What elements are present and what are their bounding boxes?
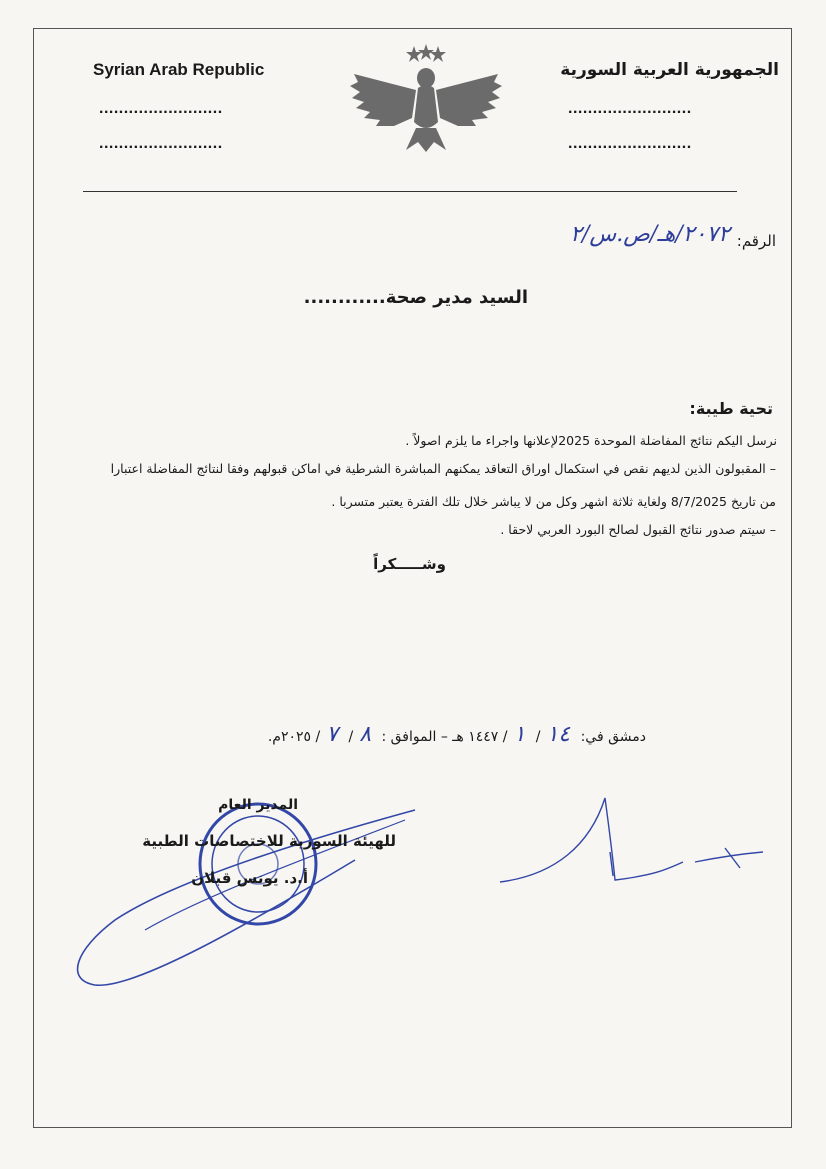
header-right-line-2: ......................... [568,135,692,152]
greg-month-handwritten: ٧ [326,722,339,747]
thanks-closing: وشـــــكراً [373,555,446,573]
greg-day-handwritten: ٨ [359,722,372,747]
header-english-country: Syrian Arab Republic [93,60,265,79]
hijri-year: ١٤٤٧ هـ – الموافق : [381,729,499,745]
header-arabic-country: الجمهورية العربية السورية [560,60,779,80]
reference-number-handwritten: ٢٠٧٢/هـ/ص.س/٢ [570,222,730,247]
eagle-emblem-icon [346,42,506,154]
hijri-month-handwritten: ١ [513,722,526,747]
list-item-2: – سيتم صدور نتائج القبول لصالح البورد العربي لاحقا . [500,522,776,537]
header-divider [83,191,737,192]
signature-organization: للهيئة السورية للاختصاصات الطبية [142,832,396,850]
header-right-line-1: ......................... [568,100,692,117]
hijri-day-handwritten: ١٤ [546,722,571,747]
body-paragraph: نرسل اليكم نتائج المفاضلة الموحدة 2025لإعلانها واجراء ما يلزم اصولاً . [405,433,777,448]
date-prefix: دمشق في: [580,729,646,745]
list-item-1-line-2: من تاريخ 8/7/2025 ولغاية ثلاثة اشهر وكل من لا يباشر خلال تلك الفترة يعتبر متسربا . [331,494,776,509]
signature-name: أ.د. يونس قبلان [191,869,308,887]
list-item-1-line-1: – المقبولون الذين لديهم نقص في استكمال اوراق التعاقد يمكنهم المباشرة الشرطية في اماكن قبولهم وفقا لنتائج المفاضلة اعتبارا [110,461,776,476]
signature-scribble-icon [55,800,435,990]
greeting: تحية طيبة: [689,399,773,418]
greg-year: ٢٠٢٥م. [267,729,312,745]
date-line: دمشق في: ١٤/ ١/ ١٤٤٧ هـ – الموافق : ٨/ ٧/ ٢٠٢٥م. [267,722,646,747]
reference-label: الرقم: [736,232,776,250]
recipient-line: السيد مدير صحة............ [303,287,528,308]
signature-title: المدير العام [218,797,298,813]
header-left-line-2: ......................... [99,135,223,152]
header-left-line-1: ......................... [99,100,223,117]
handwritten-signature-icon [495,790,775,890]
